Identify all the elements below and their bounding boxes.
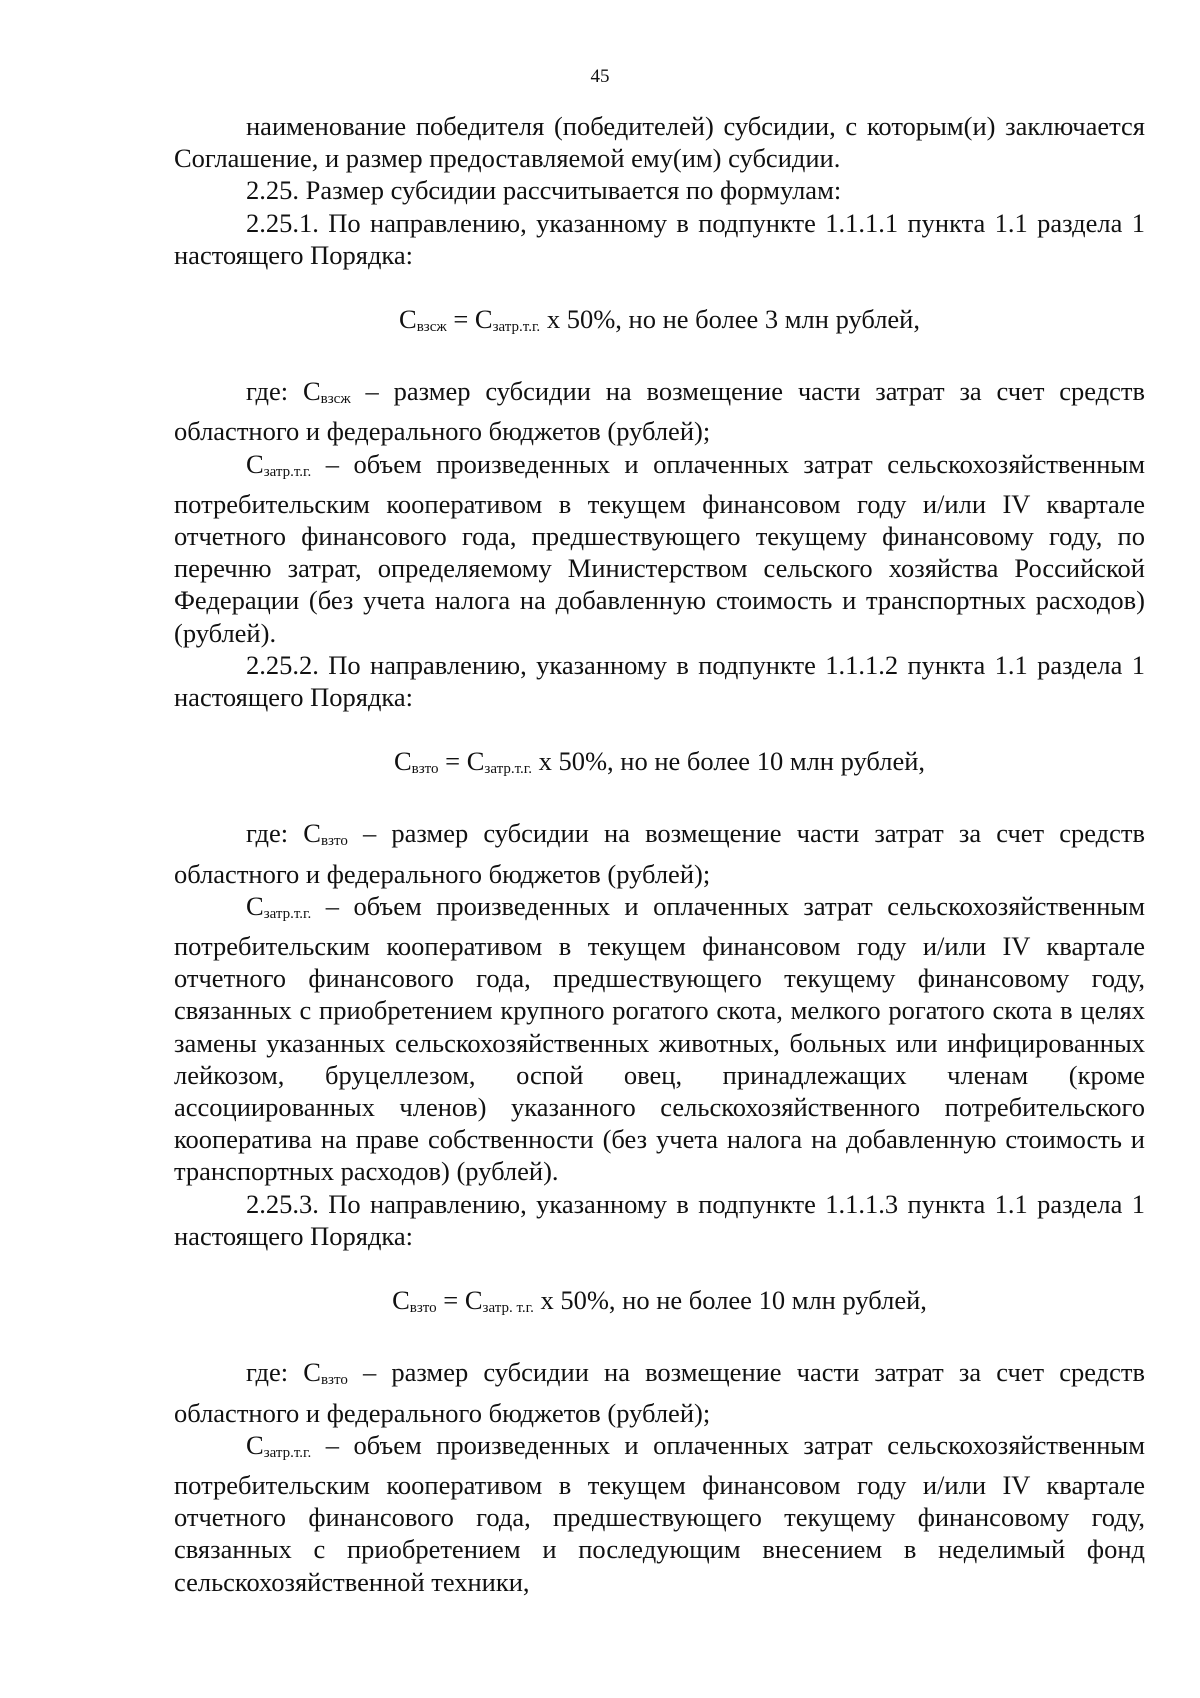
formula-symbol: С — [399, 304, 417, 335]
definition-subscript: взсж — [320, 391, 351, 408]
definition-c-zatr-2 — [174, 890, 1145, 1188]
definition-c-vzto-1 — [174, 817, 1145, 889]
definition-subscript: затр.т.г. — [263, 905, 312, 922]
definition-symbol: С — [303, 818, 321, 849]
formula-1 — [174, 303, 1145, 343]
formula-symbol: С — [392, 1285, 410, 1316]
page-number: 45 — [590, 66, 610, 87]
formula-subscript: затр.т.г. — [484, 761, 532, 778]
definition-text: – размер субсидии на возмещение части затрат за счет средств областного и федерального бюджетов (рублей); — [174, 376, 1145, 447]
definition-text: – объем произведенных и оплаченных затрат сельскохозяйственным потребительским кооперативом в текущем финансовом году и/или IV квартале отчетного финансового года, предшествующего текущему финансовому году, связанных с приобретением крупного рогатого скота, мелкого рогатого скота в целях замены указанных сельскохозяйственных животных, больных или инфицированных лейкозом, бруцеллезом, оспой овец, принадлежащих членам (кроме ассоциированных членов) указанного сельскохозяйственного потребительского кооператива на праве собственности (без учета налога на добавленную стоимость и транспортных расходов) (рублей). — [174, 890, 1145, 1187]
definition-text: – размер субсидии на возмещение части затрат за счет средств областного и федерального бюджетов (рублей); — [174, 818, 1145, 889]
paragraph-2-25: 2.25. Размер субсидии рассчитывается по формулам: — [246, 175, 842, 206]
definition-subscript: затр.т.г. — [263, 1444, 312, 1461]
formula-subscript: взто — [411, 761, 439, 778]
definition-c-zatr-1 — [174, 448, 1145, 649]
formula-subscript: затр.т.г. — [492, 319, 541, 336]
document-body — [174, 110, 1145, 1598]
formula-2 — [174, 745, 1145, 785]
formula-3 — [174, 1284, 1145, 1324]
definition-c-vzszh — [174, 375, 1145, 447]
definition-subscript: взто — [320, 833, 348, 850]
definition-symbol: С — [303, 1357, 321, 1388]
formula-tail: х 50%, но не более 10 млн рублей, — [533, 1285, 927, 1316]
formula-symbol: С — [466, 746, 485, 777]
definition-text: – объем произведенных и оплаченных затрат сельскохозяйственным потребительским кооперативом в текущем финансовом году и/или IV квартале отчетного финансового года, предшествующего текущему финансовому году, по перечню затрат, определяемому Министерством сельского хозяйства Российской Федерации (без учета налога на добавленную стоимость и транспортных расходов) (рублей). — [174, 448, 1145, 648]
formula-equals: = — [436, 1285, 465, 1316]
formula-symbol: С — [464, 1285, 483, 1316]
definition-symbol: С — [246, 1429, 264, 1460]
definition-text: – объем произведенных и оплаченных затрат сельскохозяйственным потребительским кооперативом в текущем финансовом году и/или IV квартале отчетного финансового года, предшествующего текущему финансовому году, связанных с приобретением и последующим внесением в неделимый фонд сельскохозяйственной техники, — [174, 1429, 1145, 1597]
formula-subscript: взто — [409, 1300, 437, 1317]
formula-equals: = — [438, 746, 467, 777]
definition-symbol: С — [246, 890, 264, 921]
formula-subscript: взсж — [416, 319, 447, 336]
definition-symbol: С — [302, 376, 321, 407]
definition-symbol: С — [246, 448, 264, 479]
where-prefix: где: — [246, 818, 304, 849]
paragraph-2-25-1: 2.25.1. По направлению, указанному в подпункте 1.1.1.1 пункта 1.1 раздела 1 настоящего Порядка: — [174, 207, 1145, 270]
paragraph-2-25-3: 2.25.3. По направлению, указанному в подпункте 1.1.1.3 пункта 1.1 раздела 1 настоящего Порядка: — [174, 1188, 1145, 1251]
formula-tail: х 50%, но не более 10 млн рублей, — [531, 746, 926, 777]
where-prefix: где: — [246, 1357, 304, 1388]
definition-c-vzto-2 — [174, 1356, 1145, 1428]
formula-symbol: С — [393, 746, 412, 777]
definition-c-zatr-3 — [174, 1429, 1145, 1598]
definition-text: – размер субсидии на возмещение части затрат за счет средств областного и федерального бюджетов (рублей); — [174, 1357, 1145, 1428]
formula-equals: = — [446, 304, 475, 335]
definition-subscript: взто — [320, 1372, 348, 1389]
where-prefix: где: — [246, 376, 303, 407]
formula-tail: х 50%, но не более 3 млн рублей, — [540, 304, 920, 335]
paragraph-2-25-2: 2.25.2. По направлению, указанному в подпункте 1.1.1.2 пункта 1.1 раздела 1 настоящего Порядка: — [174, 649, 1145, 713]
definition-subscript: затр.т.г. — [263, 463, 312, 480]
formula-symbol: С — [474, 304, 493, 335]
formula-subscript: затр. т.г. — [482, 1300, 534, 1317]
paragraph-winner-name: наименование победителя (победителей) субсидии, с которым(и) заключается Соглашение, и размер предоставляемой ему(им) субсидии. — [174, 111, 1145, 174]
